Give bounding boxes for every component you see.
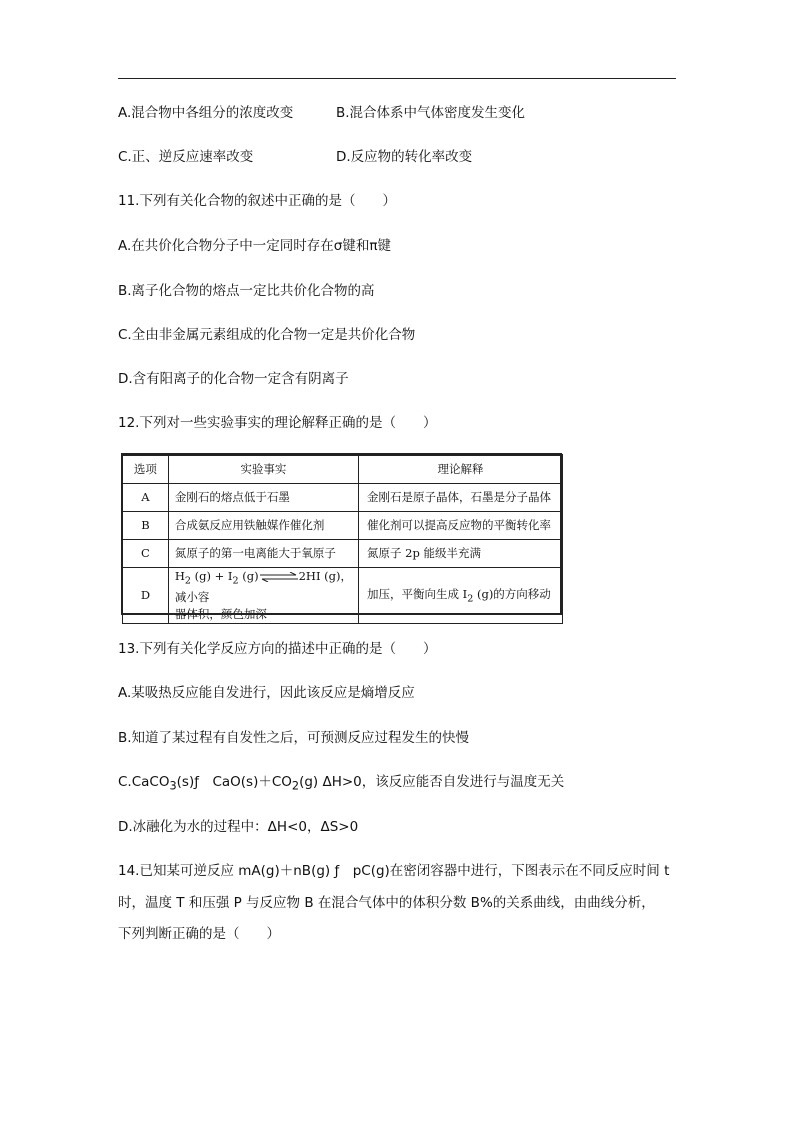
row-theory: 催化剂可以提高反应物的平衡转化率	[359, 511, 563, 539]
q14-stem-line3: 下列判断正确的是（ ）	[118, 926, 280, 942]
q11-option-a: A.在共价化合物分子中一定同时存在σ键和π键	[118, 238, 391, 254]
header-option: 选项	[123, 455, 169, 483]
table-row	[123, 539, 563, 567]
table-row	[123, 483, 563, 511]
row-option: B	[123, 511, 169, 539]
q11-option-c: C.全由非金属元素组成的化合物一定是共价化合物	[118, 327, 416, 343]
row-theory: 金刚石是原子晶体，石墨是分子晶体	[359, 483, 563, 511]
row-fact: 金刚石的熔点低于石墨	[168, 483, 358, 511]
q13-option-d: D.冰融化为水的过程中：ΔH<0，ΔS>0	[118, 819, 359, 835]
q10-option-c: C.正、逆反应速率改变	[118, 149, 254, 165]
table-header-row	[123, 455, 563, 483]
table-row	[123, 567, 563, 623]
row-option: C	[123, 539, 169, 567]
row-fact: $H_2$ $(g) + I_2$ (g) 2HI (g)，减小容 器体积，颜色加深	[168, 567, 358, 623]
q10-option-d: D.反应物的转化率改变	[336, 149, 473, 165]
q13-option-c: C.CaCO$_3$(s)ƒ $CaO(s)+CO_2(g)$ ΔH>0，该反应能否自发进行与温度无关	[118, 774, 565, 793]
q13-option-b: B.知道了某过程有自发性之后，可预测反应过程发生的快慢	[118, 730, 470, 746]
q13-stem: 13.下列有关化学反应方向的描述中正确的是（ ）	[118, 641, 437, 657]
equilibrium-arrow-icon	[259, 572, 299, 582]
row-option: D	[123, 567, 169, 623]
header-rule	[118, 78, 676, 79]
row-fact: 合成氨反应用铁触媒作催化剂	[168, 511, 358, 539]
row-theory: 加压，平衡向生成 $I_2$ (g)的方向移动	[359, 567, 563, 623]
row-option: A	[123, 483, 169, 511]
table-row	[123, 511, 563, 539]
q11-option-d: D.含有阳离子的化合物一定含有阴离子	[118, 371, 349, 387]
q12-stem: 12.下列对一些实验事实的理论解释正确的是（ ）	[118, 415, 437, 431]
row-fact: 氮原子的第一电离能大于氧原子	[168, 539, 358, 567]
header-theory: 理论解释	[359, 455, 563, 483]
q14-stem-line2: 时，温度 T 和压强 P 与反应物 B 在混合气体中的体积分数 B%的关系曲线，由曲线分析，	[118, 895, 655, 911]
q11-stem: 11.下列有关化合物的叙述中正确的是（ ）	[118, 193, 396, 209]
q13-option-a: A.某吸热反应能自发进行，因此该反应是熵增反应	[118, 685, 415, 701]
row-theory: 氮原子 2p 能级半充满	[359, 539, 563, 567]
header-fact: 实验事实	[168, 455, 358, 483]
q10-option-a: A.混合物中各组分的浓度改变	[118, 105, 294, 121]
q12-table	[122, 454, 563, 624]
q10-option-b: B.混合体系中气体密度发生变化	[336, 105, 526, 121]
q11-option-b: B.离子化合物的熔点一定比共价化合物的高	[118, 283, 375, 299]
q14-stem-line1: 14.已知某可逆反应 mA(g)＋nB(g) ƒ pC(g)在密闭容器中进行，下图表示在不同反应时间 t	[118, 863, 670, 879]
